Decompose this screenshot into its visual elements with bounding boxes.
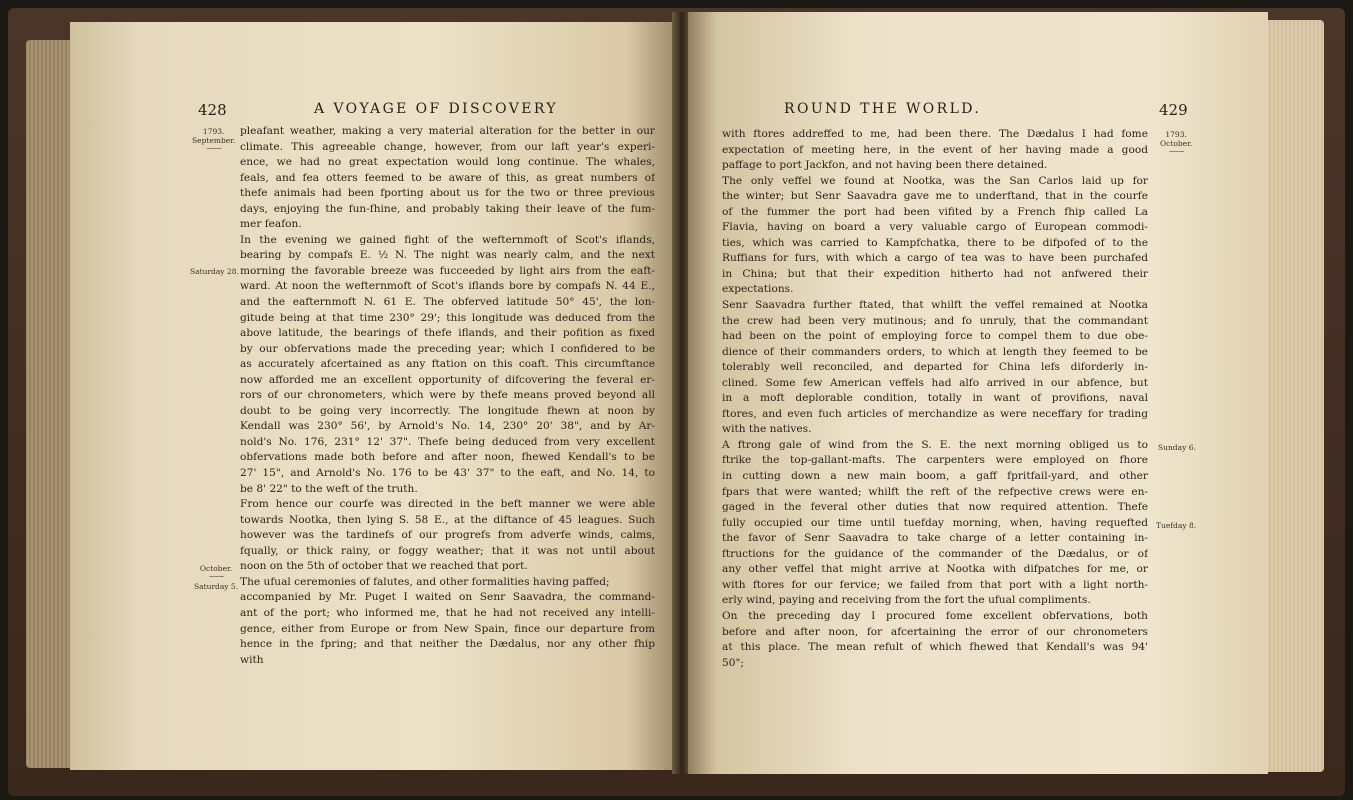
text-line: any other veffel that might arrive at Nootka with difpatches for me, or [722,563,1148,576]
text-line: days, enjoying the fun-fhine, and probably taking their leave of the fum- [240,202,655,215]
margin-note-line: October. [199,564,233,573]
text-line: before and after noon, for afcertaining the error of our chronometers [722,625,1148,638]
text-line: hence in the fpring; and that neither the Dædalus, nor any other fhip [240,638,655,651]
text-line: with ftores for our fervice; we failed from that port with a light north- [722,578,1148,591]
text-line: in a moft deplorable condition, totally in want of provifions, naval [722,392,1148,405]
text-line: nold's No. 176, 231° 12' 37". Thefe being deduced from very excellent [240,435,655,448]
text-line: above latitude, the bearings of thefe iflands, and their pofition as fixed [240,327,655,340]
text-line: paffage to port Jackfon, and not having been there detained. [722,159,1048,172]
left-running-head: A VOYAGE OF DISCOVERY [314,101,559,117]
margin-note-date [1158,443,1196,452]
margin-note-line: Sunday 6. [1158,443,1196,452]
text-line: in China; but that their expedition hitherto had not anfwered their [722,267,1148,280]
text-line: clined. Some few American veffels had alfo arrived in our abfence, but [722,376,1148,389]
margin-note-line: Tuefday 8. [1156,521,1197,530]
margin-note-date [190,267,239,276]
margin-note-line: Saturday 5. [194,582,239,591]
text-line: ant of the port; who informed me, that he had not received any intelli- [240,606,655,619]
text-line: as accurately afcertained as any ftation on this coaft. This circumftance [240,358,655,371]
margin-note-date [192,127,235,154]
text-line: mer feafon. [240,218,302,231]
text-line: the crew had been very mutinous; and fo unruly, that the commandant [722,314,1148,327]
text-line: 50"; [722,656,744,669]
text-line: now afforded me an excellent opportunity of difcovering the feveral er- [240,373,655,386]
margin-note-date [1160,130,1192,157]
text-line: morning the favorable breeze was fucceeded by light airs from the eaft- [240,264,655,277]
text-line: the winter; but Senr Saavadra gave me to underftand, that in the courfe [722,190,1148,203]
text-line: the favor of Senr Saavadra to take charge of a letter containing in- [722,532,1148,545]
text-line: dience of their commanders orders, to which at length they feemed to be [722,345,1148,358]
text-line: pleafant weather, making a very material alteration for the better in our [240,125,655,137]
left-page-text [240,124,655,668]
text-line: however was the tardinefs of our progrefs from adverfe winds, calms, [240,529,655,542]
text-line: with the natives. [722,423,812,436]
text-line: be 8' 22" to the weft of the truth. [240,482,418,495]
text-line: bearing by compafs E. ½ N. The night was nearly calm, and the next [240,249,655,262]
text-line: fqually, or thick rainy, or foggy weather; that it was not until about [240,544,655,557]
text-line: fully occupied our time until tuefday morning, when, having requefted [722,516,1148,529]
text-line: in cutting down a new main boom, a gaff fpritfail-yard, and other [722,470,1148,483]
text-line: ftrike the top-gallant-mafts. The carpenters were employed on fhore [722,454,1148,467]
text-line: obfervations made both before and after noon, fhewed Kendall's to be [240,451,655,464]
text-line: From hence our courfe was directed in the beft manner we were able [240,498,655,511]
margin-note-date [1156,521,1196,530]
left-page [70,22,676,770]
text-line: ties, which was carried to Kampfchatka, there to be difpofed of to the [722,236,1148,249]
margin-note-line: Saturday 28. [190,267,239,276]
left-page-number: 428 [198,101,227,119]
text-line: with ftores addreffed to me, had been there. The Dædalus I had fome [722,128,1148,140]
text-line: In the evening we gained fight of the wefternmoft of Scot's iflands, [240,233,655,246]
text-line: had been on the point of employing force to compel them to due obe- [722,330,1148,343]
text-line: On the preceding day I procured fome excellent obfervations, both [722,609,1148,622]
text-line: The ufual ceremonies of falutes, and other formalities having paffed; [240,575,610,588]
text-line: expectations. [722,283,794,296]
text-line: Kendall was 230° 56', by Arnold's No. 14, 230° 20' 38", and by Ar- [240,420,655,433]
text-line: gence, either from Europe or from New Spain, fince our departure from [240,622,655,635]
margin-note-line: September. [192,136,236,145]
text-line: and the eafternmoft N. 61 E. The obferved latitude 50° 45', the lon- [240,296,655,309]
text-line: The only veffel we found at Nootka, was the San Carlos laid up for [722,174,1148,187]
text-line: ence, we had no great expectation would long continue. The whales, [240,156,655,169]
text-line: gaged in the feveral other duties that now required attention. Thefe [722,501,1148,514]
text-line: accompanied by Mr. Puget I waited on Senr Saavadra, the command- [240,591,655,604]
text-line: feals, and fea otters feemed to be aware of this, as great numbers of [240,171,655,184]
text-line: rors of our chronometers, which were by thefe means proved beyond all [240,389,655,402]
text-line: thefe animals had been fporting about us for the two or three previous [240,187,655,200]
text-line: at this place. The mean refult of which fhewed that Kendall's was 94' [722,641,1148,654]
text-line: ward. At noon the wefternmoft of Scot's iflands bore by compafs N. 44 E., [240,280,655,293]
text-line: Senr Saavadra further ftated, that whilft the veffel remained at Nootka [722,299,1148,312]
margin-note-line: October. [1160,139,1193,148]
margin-note-line: 1793. [202,127,225,136]
text-line: noon on the 5th of october that we reached that port. [240,560,528,573]
margin-brace: ⌣⌣⌣ [1168,147,1184,157]
text-line: ftructions for the guidance of the commander of the Dædalus, or of [722,547,1148,560]
text-line: expectation of meeting here, in the event of her having made a good [722,143,1148,156]
right-page-text [722,127,1148,671]
margin-note-line: 1793. [1165,130,1187,139]
text-line: Flavia, having on board a very valuable cargo of European commodi- [722,221,1148,234]
right-page-edges [1262,20,1324,772]
text-line: erly wind, paying and receiving from the fort the ufual compliments. [722,594,1091,607]
text-line: fpars that were wanted; whilft the reft of the refpective crews were en- [722,485,1148,498]
text-line: 27' 15", and Arnold's No. 176 to be 43' 37" to the eaft, and No. 14, to [240,467,655,480]
margin-brace: ⌣⌣⌣ [208,572,224,582]
margin-note-date [194,564,238,591]
text-line: ftores, and even fuch articles of merchandize as were neceffary for trading [722,407,1148,420]
text-line: A ftrong gale of wind from the S. E. the next morning obliged us to [722,438,1148,451]
text-line: Ruffians for furs, with which a cargo of tea was to have been purchafed [722,252,1148,265]
margin-brace: ⌣⌣⌣ [206,144,222,154]
right-page [688,12,1268,774]
text-line: doubt to be going very incorrectly. The longitude fhewn at noon by [240,404,655,417]
right-running-head: ROUND THE WORLD. [784,101,982,117]
text-line: tolerably well reconciled, and departed for China lefs diforderly in- [722,361,1148,374]
text-line: climate. This agreeable change, however, from our laft year's experi- [240,140,655,153]
text-line: by our obfervations made the preceding year; which I confidered to be [240,342,655,355]
text-line: towards Nootka, then lying S. 58 E., at the diftance of 45 leagues. Such [240,513,655,526]
text-line: of the fummer the port had been vifited by a French fhip called La [722,205,1148,218]
right-page-number: 429 [1159,101,1188,119]
text-line: with [240,653,264,666]
text-line: gitude being at that time 230° 29'; this longitude was deduced from the [240,311,655,324]
